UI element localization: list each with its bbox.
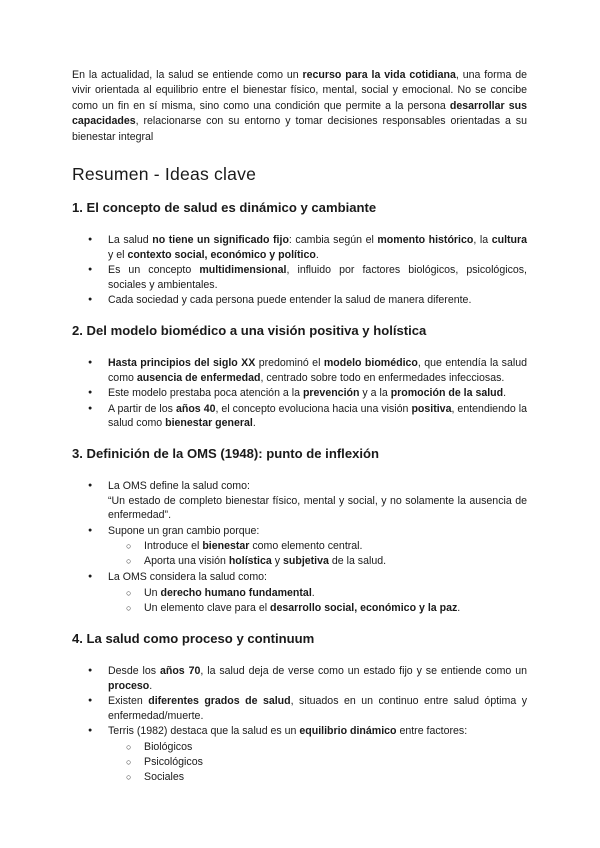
list-item: ● Este modelo prestaba poca atención a la prevención y a la promoción de la salud.	[72, 386, 527, 401]
sub-list-item: ○ Aporta una visión holística y subjetiva de la salud.	[108, 554, 527, 569]
section-3-list	[72, 479, 527, 616]
sub-list-item: ○ Biológicos	[108, 740, 527, 755]
list-item: ● Es un concepto multidimensional, influido por factores biológicos, psicológicos, sociales y ambientales.	[72, 263, 527, 292]
section-1-list	[72, 233, 527, 308]
sub-list-item: ○ Introduce el bienestar como elemento central.	[108, 539, 527, 554]
sub-list-item: ○ Un elemento clave para el desarrollo social, económico y la paz.	[108, 601, 527, 616]
list-item: ● La OMS considera la salud como: ○ Un derecho humano fundamental. ○ Un elemento clave para el desarrollo social, económico y la paz.	[72, 570, 527, 616]
section-4-list	[72, 664, 527, 785]
list-item: ● Desde los años 70, la salud deja de verse como un estado fijo y se entiende como un proceso.	[72, 664, 527, 693]
section-2-list	[72, 356, 527, 431]
sub-list-item: ○ Sociales	[108, 770, 527, 785]
sub-list	[108, 740, 527, 785]
sub-list-item: ○ Psicológicos	[108, 755, 527, 770]
section-4-heading: 4. La salud como proceso y continuum	[72, 630, 315, 646]
sub-list	[108, 539, 527, 569]
section-1-heading: 1. El concepto de salud es dinámico y cambiante	[72, 200, 377, 216]
list-item: ● La salud no tiene un significado fijo: cambia según el momento histórico, la cultura y el contexto social, económico y político.	[72, 233, 527, 262]
summary-heading: Resumen - Ideas clave	[72, 164, 257, 185]
list-item: ● Supone un gran cambio porque: ○ Introduce el bienestar como elemento central. ○ Aporta una visión holística y subjetiva de la salud.	[72, 524, 527, 570]
who-definition-quote: “Un estado de completo bienestar físico, mental y social, y no solamente la ausencia de enfermedad”.	[108, 494, 527, 522]
section-3	[72, 445, 527, 616]
document-page	[72, 68, 527, 786]
list-item: ● A partir de los años 40, el concepto evoluciona hacia una visión positiva, entendiendo la salud como bienestar general.	[72, 402, 527, 431]
section-2	[72, 322, 527, 431]
section-3-heading: 3. Definición de la OMS (1948): punto de inflexión	[72, 445, 380, 461]
sub-list-item: ○ Un derecho humano fundamental.	[108, 586, 527, 601]
list-item: ● Cada sociedad y cada persona puede entender la salud de manera diferente.	[72, 293, 527, 308]
sub-list	[108, 586, 527, 616]
section-2-heading: 2. Del modelo biomédico a una visión positiva y holística	[72, 323, 427, 338]
section-4	[72, 630, 527, 785]
list-item: ● Existen diferentes grados de salud, situados en un continuo entre salud óptima y enfermedad/muerte.	[72, 694, 527, 723]
list-item: ● La OMS define la salud como: “Un estado de completo bienestar físico, mental y social, y no solamente la ausencia de enfermedad”.	[72, 479, 527, 523]
list-item: ● Hasta principios del siglo XX predominó el modelo biomédico, que entendía la salud como ausencia de enfermedad, centrado sobre todo en enfermedades infecciosas.	[72, 356, 527, 385]
section-1	[72, 199, 527, 308]
list-item: ● Terris (1982) destaca que la salud es un equilibrio dinámico entre factores: ○ Biológicos ○ Psicológicos ○ Sociales	[72, 724, 527, 785]
intro-paragraph: En la actualidad, la salud se entiende como un recurso para la vida cotidiana, una forma de vivir orientada al equilibrio entre el bienestar físico, mental, social y emocional. No se concibe como un fin en sí misma, sino como una condición que permite a la persona desarrollar sus capacidades, relacionarse con su entorno y tomar decisiones responsables orientadas a su bienestar integral	[72, 69, 528, 143]
